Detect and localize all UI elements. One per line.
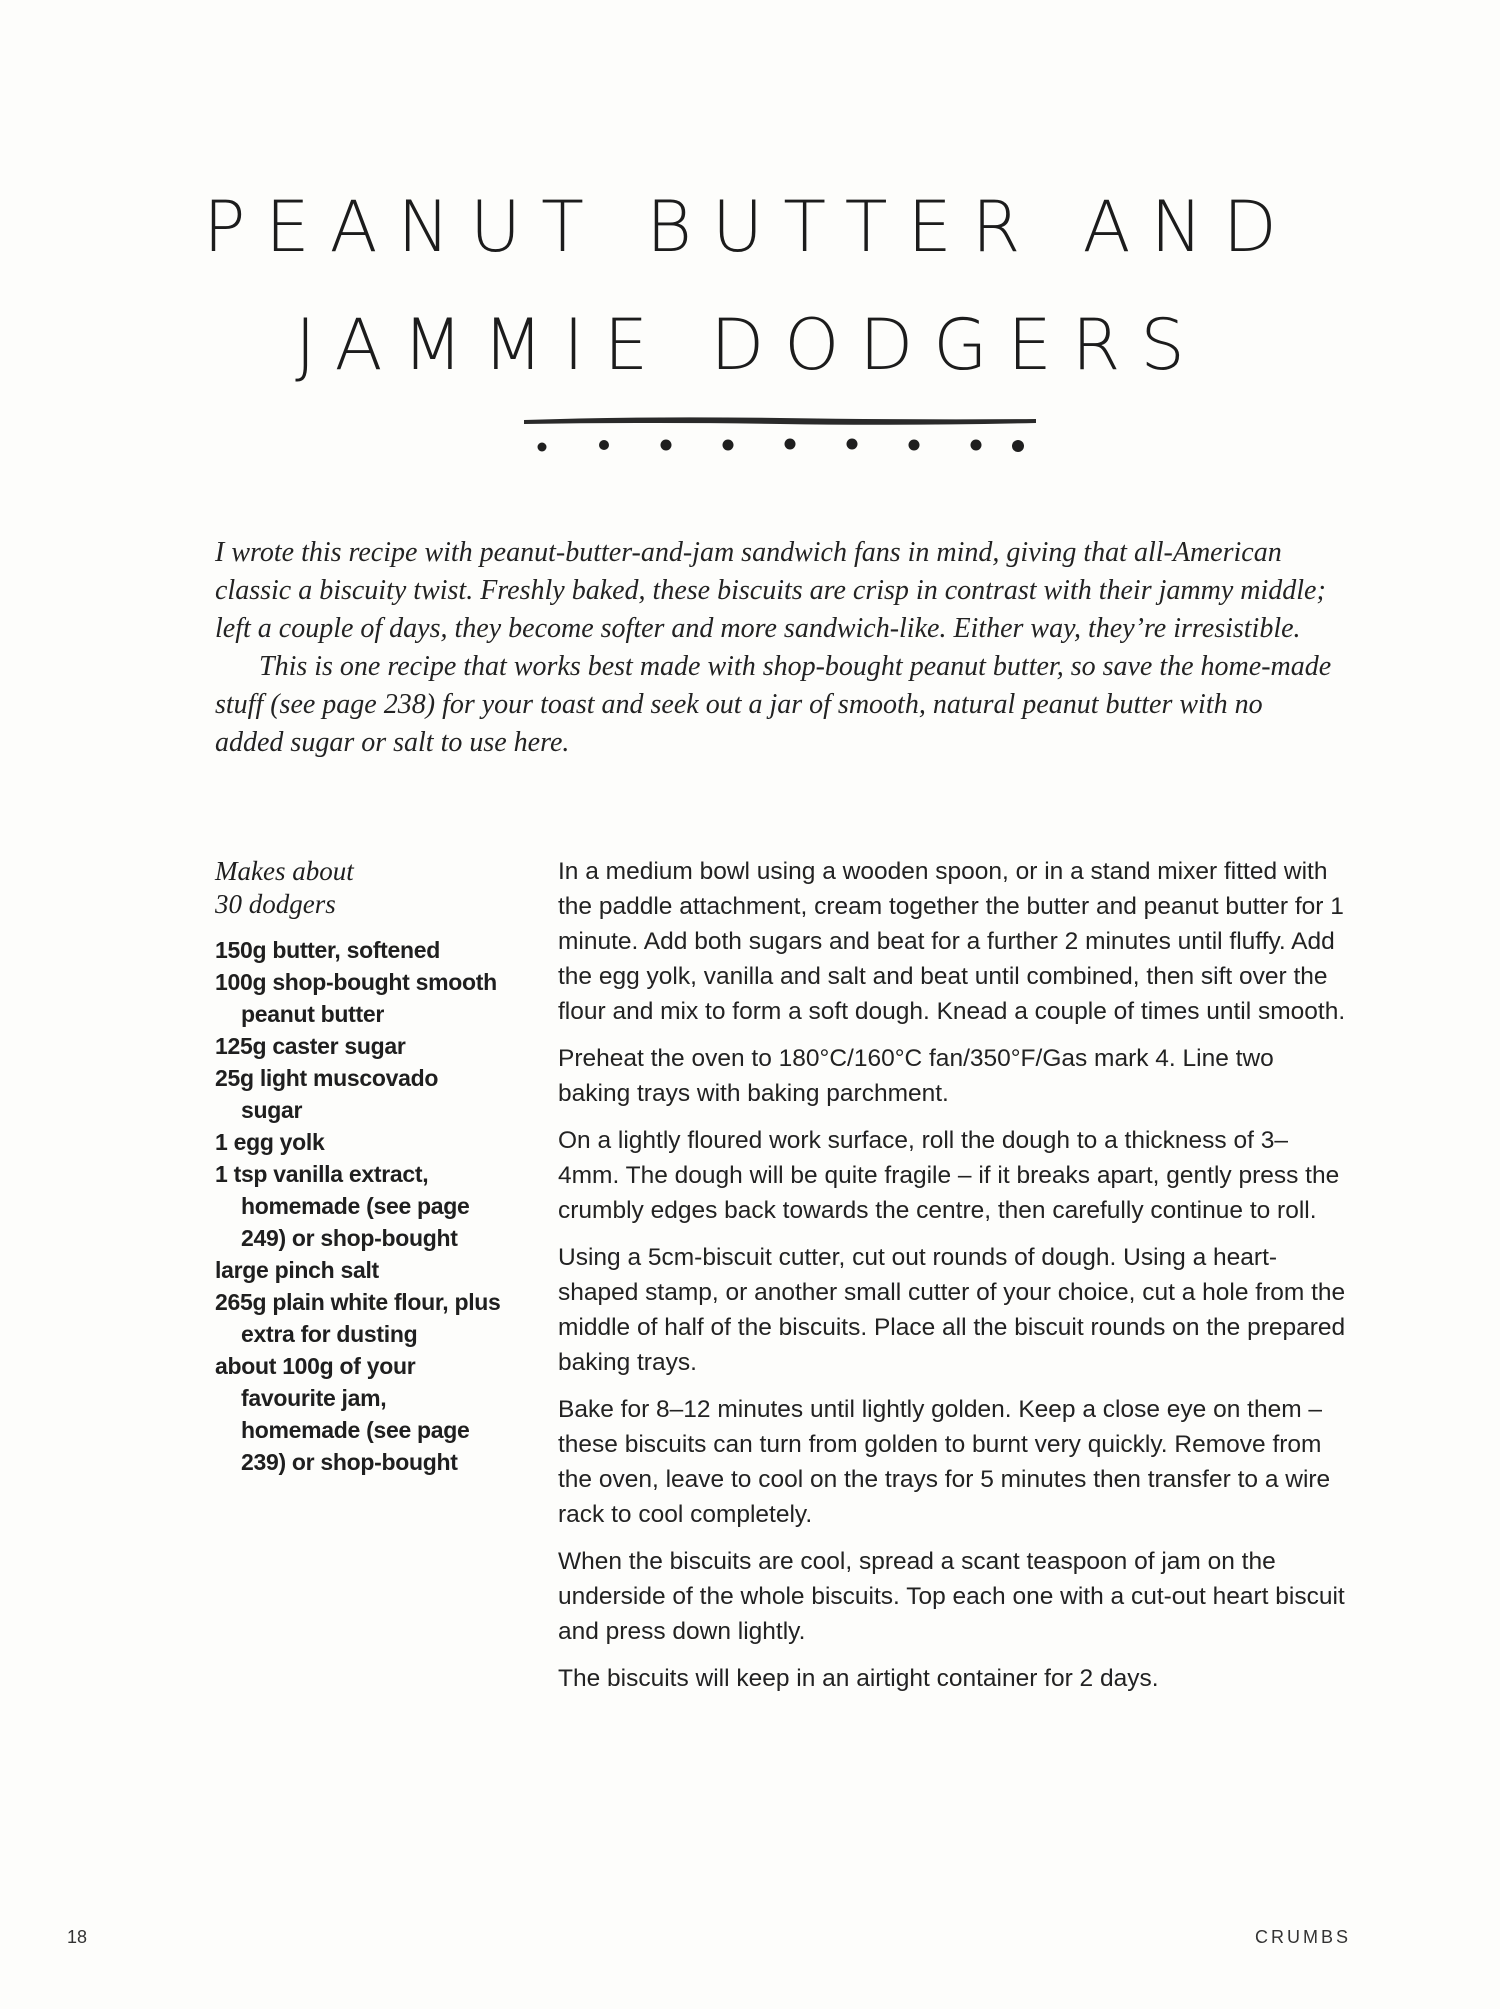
ingredient-item: about 100g of your favourite jam, homemade (see page 239) or shop-bought — [215, 1353, 470, 1475]
method-column — [558, 854, 1348, 1708]
method-step: When the biscuits are cool, spread a scant teaspoon of jam on the underside of the whole biscuits. Top each one with a cut-out heart biscuit and press down lightly. — [558, 1548, 1345, 1645]
page-number: 18 — [67, 1927, 88, 1947]
divider-dot — [538, 443, 547, 452]
recipe-title — [0, 168, 1500, 404]
yield-line-2: 30 dodgers — [215, 889, 336, 919]
ingredient-item: 100g shop-bought smooth peanut butter — [215, 969, 497, 1027]
divider-dot — [1012, 440, 1024, 452]
divider-dot — [785, 439, 796, 450]
recipe-title-line-1: PEANUT BUTTER AND — [203, 186, 1297, 268]
ingredient-item: large pinch salt — [215, 1257, 379, 1283]
method-step: The biscuits will keep in an airtight container for 2 days. — [558, 1665, 1159, 1692]
divider-dot — [909, 440, 920, 451]
running-footer-section: CRUMBS — [1255, 1927, 1352, 1947]
yield-line-1: Makes about — [215, 856, 354, 886]
ingredient-item: 1 tsp vanilla extract, homemade (see page 249) or shop-bought — [215, 1161, 470, 1251]
divider-dot — [847, 439, 858, 450]
ingredient-item: 150g butter, softened — [215, 937, 441, 963]
ingredient-item: 25g light muscovado sugar — [215, 1065, 439, 1123]
divider-dot — [599, 440, 609, 450]
method-step: In a medium bowl using a wooden spoon, or in a stand mixer fitted with the paddle attachment, cream together the butter and peanut butter for 1 minute. Add both sugars and beat for a further 2 minutes until fluffy. Add the egg yolk, vanilla and salt and beat until combined, then sift over the flour and mix to form a soft dough. Knead a couple of times until smooth. — [558, 858, 1346, 1025]
divider-dot — [971, 440, 982, 451]
method-step: Bake for 8–12 minutes until lightly golden. Keep a close eye on them – these biscuits can turn from golden to burnt very quickly. Remove from the oven, leave to cool on the trays for 5 minutes then transfer to a wire rack to cool completely. — [558, 1396, 1331, 1528]
recipe-yield — [215, 855, 505, 921]
divider-dot — [661, 440, 672, 451]
intro-paragraph-1: I wrote this recipe with peanut-butter-and-jam sandwich fans in mind, giving that all-American classic a biscuity twist. Freshly baked, these biscuits are crisp in contrast with their jammy middle; left a couple of days, they become softer and more sandwich-like. Either way, they’re irresistible. — [215, 537, 1326, 644]
method-step: Preheat the oven to 180°C/160°C fan/350°F/Gas mark 4. Line two baking trays with baking parchment. — [558, 1045, 1274, 1107]
method-step: Using a 5cm-biscuit cutter, cut out rounds of dough. Using a heart-shaped stamp, or another small cutter of your choice, cut a hole from the middle of half of the biscuits. Place all the biscuit rounds on the prepared baking trays. — [558, 1244, 1346, 1376]
ingredient-item: 265g plain white flour, plus extra for dusting — [215, 1289, 501, 1347]
ingredients-column — [215, 855, 505, 1478]
divider-brush-stroke — [524, 417, 1036, 424]
decorative-divider — [520, 414, 1040, 458]
ingredient-item: 125g caster sugar — [215, 1033, 406, 1059]
divider-dot — [723, 440, 734, 451]
method-step: On a lightly floured work surface, roll the dough to a thickness of 3–4mm. The dough will be quite fragile – if it breaks apart, gently press the crumbly edges back towards the centre, then carefully continue to roll. — [558, 1127, 1340, 1224]
recipe-title-line-2: JAMMIE DODGERS — [295, 304, 1205, 386]
ingredient-item: 1 egg yolk — [215, 1129, 325, 1155]
intro-paragraph-2: This is one recipe that works best made with shop-bought peanut butter, so save the home-made stuff (see page 238) for your toast and seek out a jar of smooth, natural peanut butter with no added sugar or salt to use here. — [215, 651, 1332, 758]
recipe-introduction — [215, 534, 1335, 762]
